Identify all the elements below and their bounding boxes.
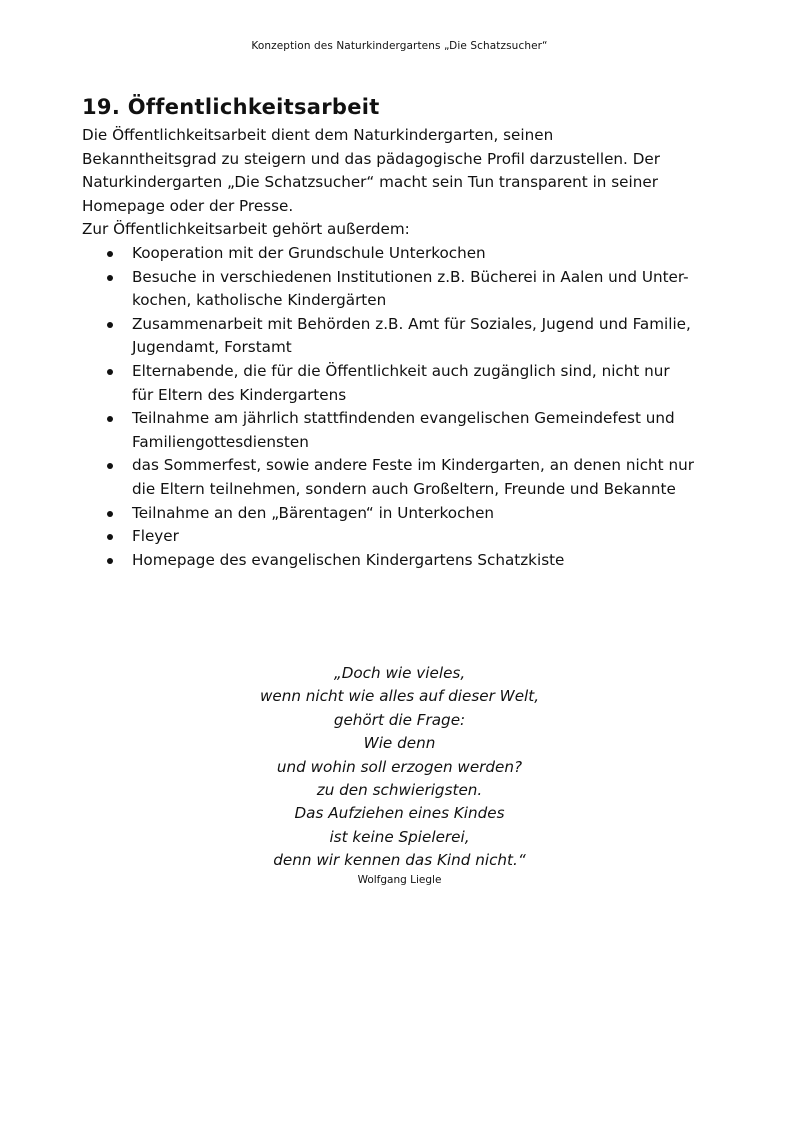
quote-line: zu den schwierigsten. — [316, 781, 483, 800]
section-content — [82, 92, 722, 572]
list-item-line: Teilnahme am jährlich stattfindenden evangelischen Gemeindefest und — [132, 409, 675, 428]
list-item-line: Familiengottesdiensten — [132, 432, 309, 451]
quote-line: ist keine Spielerei, — [329, 827, 470, 846]
running-header: Konzeption des Naturkindergartens „Die Schatzsucher“ — [251, 40, 548, 52]
list-item-line: Besuche in verschiedenen Institutionen z.B. Bücherei in Aalen und Unter- — [132, 267, 689, 286]
intro-line: Homepage oder der Presse. — [82, 196, 294, 215]
intro-line: Zur Öffentlichkeitsarbeit gehört außerdem: — [82, 220, 410, 239]
list-item-line: Fleyer — [132, 527, 179, 546]
list-item-line: Kooperation mit der Grundschule Unterkochen — [132, 243, 486, 262]
quote-line: denn wir kennen das Kind nicht.“ — [273, 851, 526, 870]
list-item-line: Jugendamt, Forstamt — [132, 338, 292, 357]
quote-author: Wolfgang Liegle — [357, 874, 442, 886]
intro-line: Die Öffentlichkeitsarbeit dient dem Naturkindergarten, seinen — [82, 126, 554, 144]
list-item — [82, 313, 722, 360]
bullet-icon — [107, 463, 113, 469]
bullet-icon — [107, 511, 113, 517]
bullet-icon — [107, 416, 113, 422]
intro-line: Naturkindergarten „Die Schatzsucher“ macht sein Tun transparent in seiner — [82, 173, 658, 192]
bullet-icon — [107, 275, 113, 281]
intro-paragraph — [82, 124, 722, 242]
bullet-icon — [107, 369, 113, 375]
list-item-line: Teilnahme an den „Bärentagen“ in Unterkochen — [132, 503, 495, 522]
quote-line: wenn nicht wie alles auf dieser Welt, — [259, 687, 540, 706]
list-item — [82, 266, 722, 313]
bullet-icon — [107, 251, 113, 257]
list-item-line: Zusammenarbeit mit Behörden z.B. Amt für Soziales, Jugend und Familie, — [132, 314, 691, 333]
bullet-icon — [107, 534, 113, 540]
list-item — [82, 407, 722, 454]
list-item-line: das Sommerfest, sowie andere Feste im Kindergarten, an denen nicht nur — [132, 456, 694, 475]
list-item-line: für Eltern des Kindergartens — [132, 385, 347, 404]
list-item-line: kochen, katholische Kindergärten — [132, 291, 387, 310]
list-item — [82, 242, 722, 266]
quote-line: Wie denn — [363, 734, 436, 753]
list-item — [82, 502, 722, 526]
list-item-line: die Eltern teilnehmen, sondern auch Großeltern, Freunde und Bekannte — [132, 479, 676, 498]
quote-line: gehört die Frage: — [333, 710, 466, 729]
list-item — [82, 360, 722, 407]
quote-line: Das Aufziehen eines Kindes — [294, 804, 505, 823]
closing-quote — [0, 662, 799, 873]
intro-line: Bekanntheitsgrad zu steigern und das pädagogische Profil darzustellen. Der — [82, 149, 660, 168]
list-item — [82, 549, 722, 573]
list-item — [82, 525, 722, 549]
activities-list — [82, 242, 722, 572]
quote-line: und wohin soll erzogen werden? — [276, 757, 523, 776]
bullet-icon — [107, 558, 113, 564]
quote-line: „Doch wie vieles, — [333, 664, 466, 682]
bullet-icon — [107, 322, 113, 328]
list-item-line: Elternabende, die für die Öffentlichkeit auch zugänglich sind, nicht nur — [132, 361, 670, 380]
list-item — [82, 454, 722, 501]
section-heading: 19. Öffentlichkeitsarbeit — [82, 95, 380, 119]
list-item-line: Homepage des evangelischen Kindergartens Schatzkiste — [132, 550, 565, 569]
